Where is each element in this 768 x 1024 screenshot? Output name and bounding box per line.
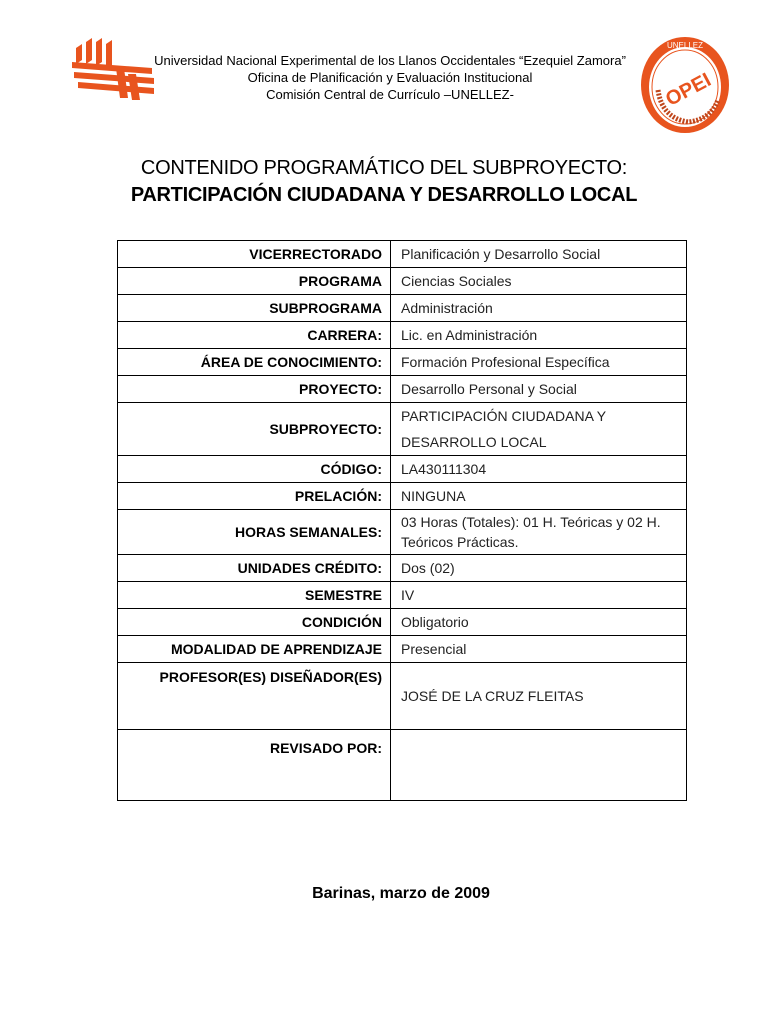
table-row-subprograma [118,295,687,322]
table-value: 03 Horas (Totales): 01 H. Teóricas y 02 H. Teóricos Prácticas. [391,510,687,555]
table-label: SUBPROYECTO: [118,403,391,456]
table-label: CÓDIGO: [118,456,391,483]
svg-text:OPEI: OPEI [662,68,715,111]
table-label: CONDICIÓN [118,609,391,636]
table-row-codigo [118,456,687,483]
table-value: Desarrollo Personal y Social [391,376,687,403]
table-row-modalidad [118,636,687,663]
table-label: MODALIDAD DE APRENDIZAJE [118,636,391,663]
table-label: CARRERA: [118,322,391,349]
table-label: PROYECTO: [118,376,391,403]
table-row-carrera [118,322,687,349]
table-value: Ciencias Sociales [391,268,687,295]
table-row-subproyecto [118,403,687,456]
table-value: Planificación y Desarrollo Social [391,241,687,268]
table-value: Presencial [391,636,687,663]
institution-header [150,52,630,103]
header-line-office: Oficina de Planificación y Evaluación Institucional [247,70,533,85]
table-row-semestre [118,582,687,609]
table-row-revisado [118,730,687,801]
svg-text:UNELLEZ: UNELLEZ [666,41,704,50]
table-row-unidades-credito [118,555,687,582]
table-value: JOSÉ DE LA CRUZ FLEITAS [391,663,687,730]
table-value: Obligatorio [391,609,687,636]
table-value: IV [391,582,687,609]
document-title-line2: PARTICIPACIÓN CIUDADANA Y DESARROLLO LOCAL [130,184,638,206]
subproject-info-table [117,240,687,801]
table-row-prelacion [118,483,687,510]
table-row-horas-semanales [118,510,687,555]
opei-seal-logo-icon [638,34,732,136]
table-row-programa [118,268,687,295]
table-label: VICERRECTORADO [118,241,391,268]
table-row-proyecto [118,376,687,403]
table-label: HORAS SEMANALES: [118,510,391,555]
place-date-footer: Barinas, marzo de 2009 [312,885,490,902]
table-value: LA430111304 [391,456,687,483]
header-line-university: Universidad Nacional Experimental de los Llanos Occidentales “Ezequiel Zamora” [154,53,626,68]
table-label: SEMESTRE [118,582,391,609]
table-value: PARTICIPACIÓN CIUDADANA Y DESARROLLO LOCAL [391,403,687,456]
table-value: Lic. en Administración [391,322,687,349]
header-line-commission: Comisión Central de Currículo –UNELLEZ- [266,87,514,102]
table-label: PROFESOR(ES) DISEÑADOR(ES) [118,663,391,730]
table-row-profesor [118,663,687,730]
table-value: Dos (02) [391,555,687,582]
table-label: SUBPROGRAMA [118,295,391,322]
table-label: PRELACIÓN: [118,483,391,510]
table-row-area-conocimiento [118,349,687,376]
table-value [391,730,687,801]
table-value: Formación Profesional Específica [391,349,687,376]
table-label: PROGRAMA [118,268,391,295]
unellez-stripes-logo-icon [68,38,158,100]
table-value: NINGUNA [391,483,687,510]
table-row-vicerrectorado [118,241,687,268]
table-row-condicion [118,609,687,636]
table-label: REVISADO POR: [118,730,391,801]
document-title-line1: CONTENIDO PROGRAMÁTICO DEL SUBPROYECTO: [140,157,628,179]
table-label: UNIDADES CRÉDITO: [118,555,391,582]
table-value: Administración [391,295,687,322]
table-label: ÁREA DE CONOCIMIENTO: [118,349,391,376]
